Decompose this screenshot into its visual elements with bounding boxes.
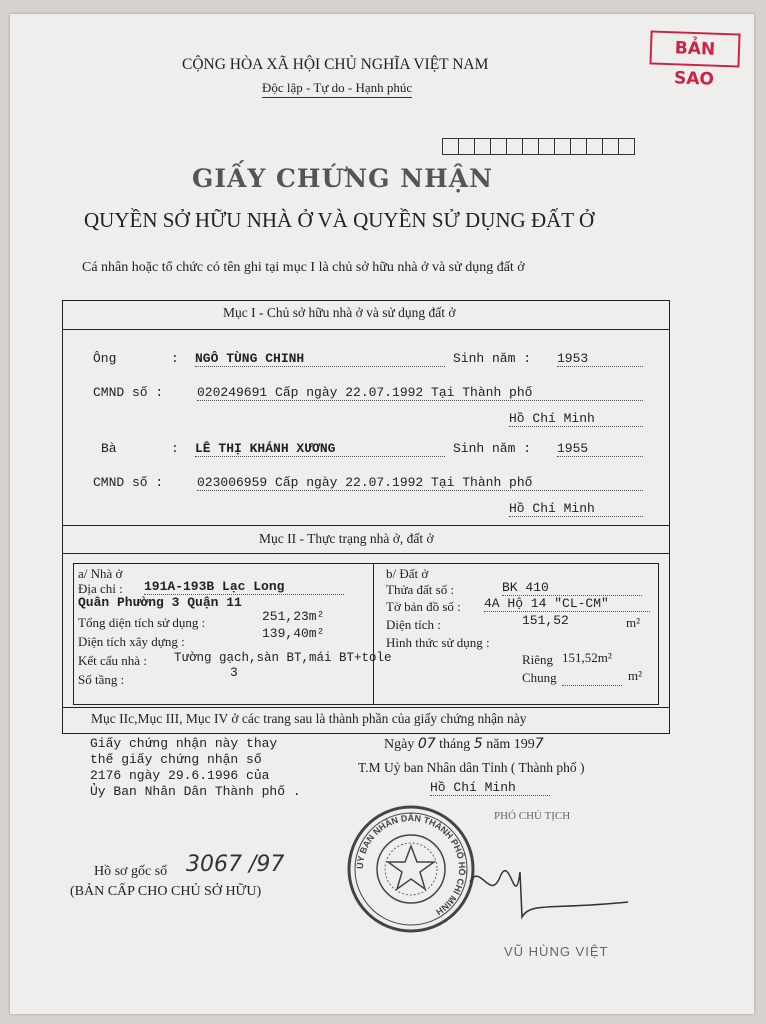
private-value: 151,52m² xyxy=(562,650,612,665)
property-details-box xyxy=(73,563,659,705)
structure-label: Kết cấu nhà : xyxy=(78,653,147,668)
replace-note-line4: Ủy Ban Nhân Dân Thành phố . xyxy=(90,784,301,799)
map-value: 4A Hộ 14 "CL-CM" xyxy=(484,596,650,612)
owner1-title: Ông xyxy=(93,351,117,366)
owner2-name: LÊ THỊ KHÁNH XƯƠNG xyxy=(195,441,445,457)
svg-text:ỦY BAN NHÂN DÂN THÀNH PHỐ HỒ C: ỦY BAN NHÂN DÂN THÀNH PHỐ HỒ CHÍ MINH xyxy=(354,812,468,918)
house-heading: a/ Nhà ở xyxy=(78,566,123,581)
document-title: GIẤY CHỨNG NHẬN xyxy=(192,164,493,193)
month-value: 5 xyxy=(473,736,483,752)
file-number: 3067 /97 xyxy=(186,852,285,877)
land-area-unit: m² xyxy=(626,615,641,630)
owner1-colon: : xyxy=(171,351,179,366)
house-address-line2: Quân Phường 3 Quận 11 xyxy=(78,595,242,610)
usage-label: Hình thức sử dụng : xyxy=(386,635,490,650)
floors-value: 3 xyxy=(230,665,238,680)
nation-heading: CỘNG HÒA XÃ HỘI CHỦ NGHĨA VIỆT NAM xyxy=(182,56,489,73)
year-label: năm 199 xyxy=(486,737,535,752)
owner1-birth-label: Sinh năm : xyxy=(453,351,532,366)
built-area-label: Diện tích xây dựng : xyxy=(78,634,185,649)
land-heading: b/ Đất ở xyxy=(386,566,429,581)
plot-label: Thửa đất số : xyxy=(386,582,455,597)
position: PHÓ CHỦ TỊCH xyxy=(494,810,571,822)
owner2-id-place: Hồ Chí Minh xyxy=(509,501,643,517)
shared-label: Chung xyxy=(522,670,557,685)
owner1-id-place: Hồ Chí Minh xyxy=(509,411,643,427)
official-seal xyxy=(346,804,476,934)
certificate-page xyxy=(10,14,754,1014)
replace-note-line3: 2176 ngày 29.6.1996 của xyxy=(90,768,270,783)
intro-text: Cá nhân hoặc tổ chức có tên ghi tại mục I là chủ sở hữu nhà ở và sử dụng đất ở xyxy=(82,260,525,275)
month-label: tháng xyxy=(439,737,471,752)
owner1-id-text: 020249691 Cấp ngày 22.07.1992 Tại Thành phố xyxy=(197,385,643,401)
owner2-id-label: CMND số : xyxy=(93,475,164,490)
signature-scribble xyxy=(460,842,630,932)
motto: Độc lập - Tự do - Hạnh phúc xyxy=(262,80,412,98)
year-digit: 7 xyxy=(534,736,544,752)
built-area-value: 139,40m² xyxy=(262,626,325,641)
date-line xyxy=(384,736,544,753)
plot-value: BK 410 xyxy=(502,580,642,596)
floors-label: Số tầng : xyxy=(78,672,125,687)
owner2-birth-year: 1955 xyxy=(557,441,643,457)
copy-stamp: BẢN SAO xyxy=(649,30,740,67)
serial-number-boxes xyxy=(442,138,634,155)
house-address-line1: 191A-193B Lạc Long xyxy=(144,579,344,595)
replace-note-line1: Giấy chứng nhận này thay xyxy=(90,736,278,751)
owner1-name: NGÔ TÙNG CHINH xyxy=(195,351,445,367)
copy-note: (BẢN CẤP CHO CHỦ SỞ HỮU) xyxy=(70,884,262,899)
land-area-value: 151,52 xyxy=(522,613,569,628)
certificate-table xyxy=(62,300,670,734)
structure-value: Tường gạch,sàn BT,mái BT+tole xyxy=(174,651,392,665)
owner2-id-text: 023006959 Cấp ngày 22.07.1992 Tại Thành phố xyxy=(197,475,643,491)
private-label: Riêng xyxy=(522,652,554,667)
section2-heading: Mục II - Thực trạng nhà ở, đất ở xyxy=(259,531,434,546)
total-area-value: 251,23m² xyxy=(262,609,325,624)
city: Hồ Chí Minh xyxy=(430,780,550,796)
file-label: Hồ sơ gốc số xyxy=(94,864,168,879)
land-area-label: Diện tích : xyxy=(386,617,441,632)
section1-heading: Mục I - Chủ sở hữu nhà ở và sử dụng đất ở xyxy=(223,305,456,320)
map-label: Tờ bản đồ số : xyxy=(386,599,461,614)
day-label: Ngày xyxy=(384,737,415,752)
shared-value-blank xyxy=(562,670,622,686)
signer-name: VŨ HÙNG VIỆT xyxy=(504,944,609,959)
owner2-title: Bà xyxy=(101,441,117,456)
footer-note: Mục IIc,Mục III, Mục IV ở các trang sau là thành phần của giấy chứng nhận này xyxy=(91,711,527,726)
owner2-colon: : xyxy=(171,441,179,456)
day-value: 07 xyxy=(417,736,436,752)
total-area-label: Tổng diện tích sử dụng : xyxy=(78,615,206,630)
authority: T.M Uỷ ban Nhân dân Tỉnh ( Thành phố ) xyxy=(358,760,585,775)
owner1-id-label: CMND số : xyxy=(93,385,164,400)
owner2-birth-label: Sinh năm : xyxy=(453,441,532,456)
replace-note-line2: thế giấy chứng nhận số xyxy=(90,752,262,767)
house-address-label: Địa chỉ : xyxy=(78,581,123,596)
document-subtitle: QUYỀN SỞ HỮU NHÀ Ở VÀ QUYỀN SỬ DỤNG ĐẤT Ở xyxy=(84,208,595,232)
shared-unit: m² xyxy=(628,668,643,683)
owner1-birth-year: 1953 xyxy=(557,351,643,367)
